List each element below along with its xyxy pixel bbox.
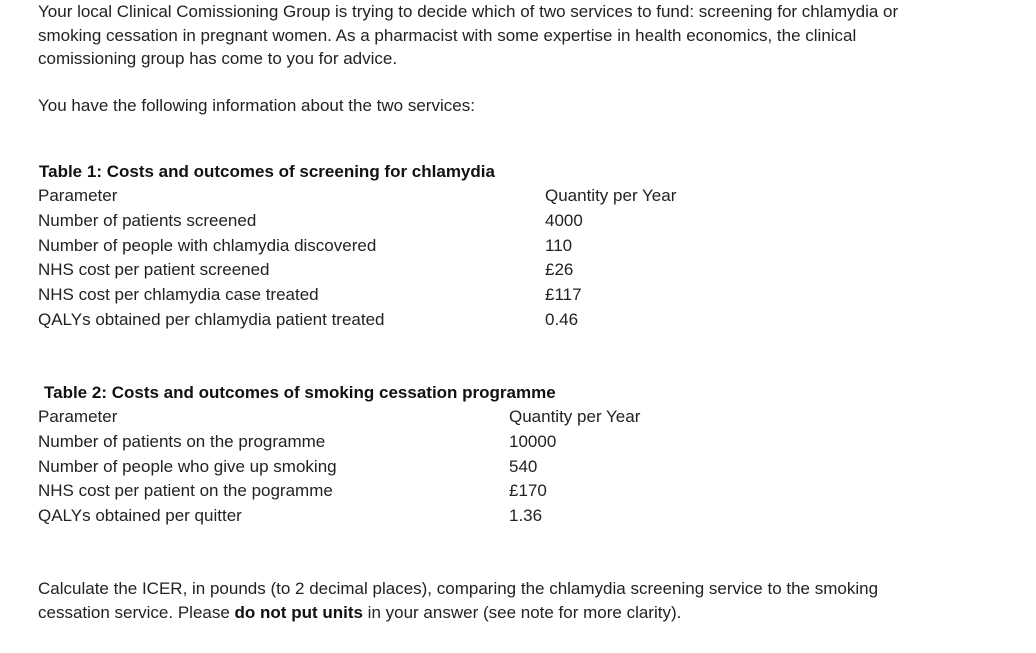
table-1-header-param: Parameter: [38, 186, 118, 205]
table-cell-qty: 110: [545, 235, 573, 255]
info-paragraph: [38, 94, 1028, 118]
table-cell-qty: 1.36: [509, 506, 543, 526]
question-emphasis: do not put units: [234, 602, 363, 622]
table-row: [38, 455, 738, 480]
table-2-title: Table 2: Costs and outcomes of smoking cessation programme: [44, 383, 556, 402]
table-cell-param: Number of people who give up smoking: [38, 456, 337, 476]
table-1-header-row: [38, 184, 738, 209]
table-cell-qty: 540: [509, 456, 538, 476]
question-paragraph: [38, 577, 1028, 624]
table-row: [38, 258, 738, 283]
question-line-2: [38, 601, 1028, 625]
table-cell-qty: £26: [545, 260, 574, 280]
info-text: You have the following information about the two services:: [38, 96, 475, 115]
table-2-header-row: [38, 405, 738, 430]
table-row: [38, 308, 738, 333]
table-2-header-param: Parameter: [38, 407, 118, 426]
table-row: [38, 430, 738, 455]
table-cell-qty: £117: [545, 285, 582, 305]
table-row: [38, 209, 738, 234]
table-cell-qty: 0.46: [545, 309, 579, 329]
intro-line-3: comissioning group has come to you for advice.: [38, 49, 398, 68]
table-2-header-qty: Quantity per Year: [509, 407, 641, 426]
table-row: [38, 479, 738, 504]
table-cell-param: Number of patients on the programme: [38, 431, 326, 451]
table-cell-qty: 4000: [545, 210, 583, 230]
table-cell-qty: 10000: [509, 431, 557, 451]
table-cell-qty: £170: [509, 481, 547, 501]
table-cell-param: QALYs obtained per quitter: [38, 506, 242, 526]
table-row: [38, 234, 738, 259]
table-row: [38, 504, 738, 529]
question-line-1: Calculate the ICER, in pounds (to 2 decimal places), comparing the chlamydia screening service to the smoking: [38, 579, 879, 598]
table-cell-param: NHS cost per patient on the pogramme: [38, 481, 333, 501]
table-cell-param: Number of patients screened: [38, 210, 257, 230]
table-cell-param: QALYs obtained per chlamydia patient treated: [38, 309, 385, 329]
table-cell-param: Number of people with chlamydia discovered: [38, 235, 377, 255]
intro-line-2: smoking cessation in pregnant women. As a pharmacist with some expertise in health economics, the clinical: [38, 25, 857, 45]
question-line-2-start: cessation service. Please: [38, 602, 235, 622]
intro-paragraph: [38, 0, 1028, 71]
table-chlamydia: [38, 160, 738, 333]
question-line-2-end: in your answer (see note for more clarity).: [362, 602, 682, 622]
table-1-title: Table 1: Costs and outcomes of screening for chlamydia: [39, 162, 495, 181]
table-1-header-qty: Quantity per Year: [545, 186, 677, 205]
table-row: [38, 283, 738, 308]
intro-line-1: Your local Clinical Comissioning Group is trying to decide which of two services to fund: screening for chlamydia or: [38, 2, 899, 21]
table-cell-param: NHS cost per patient screened: [38, 260, 270, 280]
table-smoking-cessation: [38, 381, 738, 529]
table-cell-param: NHS cost per chlamydia case treated: [38, 285, 319, 305]
